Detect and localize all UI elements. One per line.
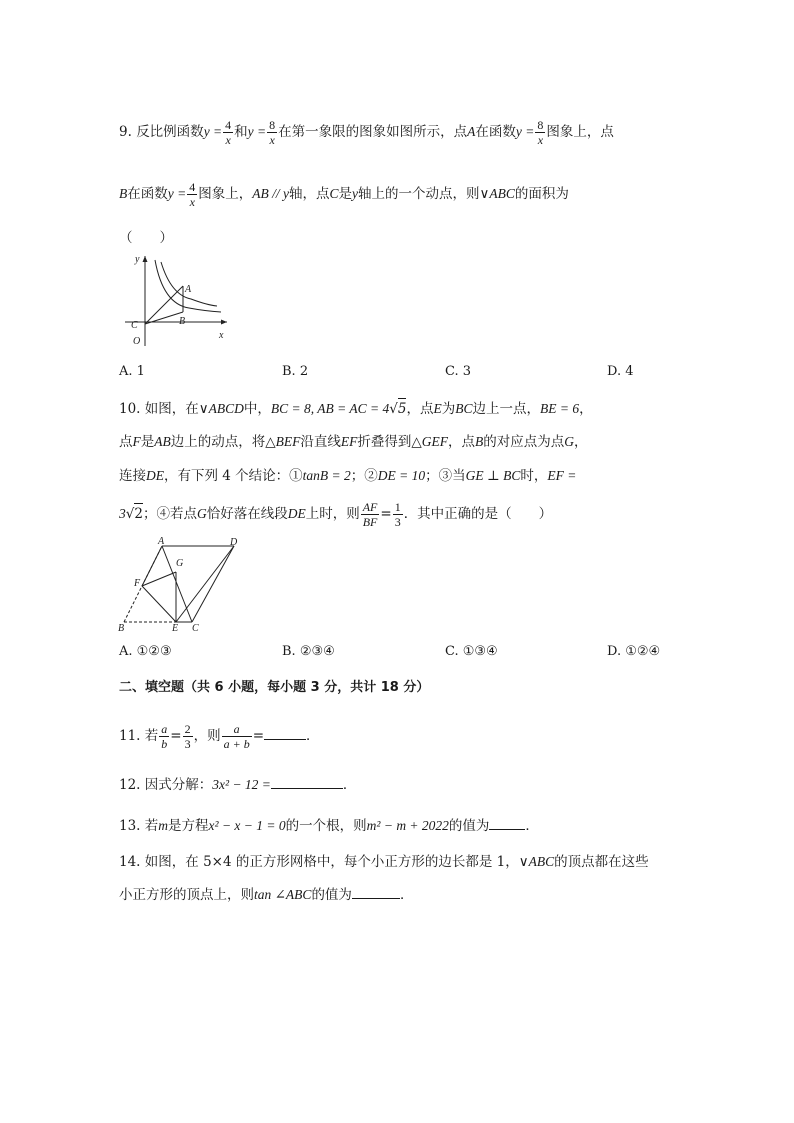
q9-line-2: B在函数y = $\frac{4}{x}$ 图象上，AB // y轴，点C是y轴上的一个动点，则∨ABC的面积为 [119, 180, 569, 209]
fig-label-A: A [158, 536, 165, 547]
fig-label-E: E [172, 623, 179, 634]
fig-label-x: x [219, 330, 224, 341]
sqrt-radicand: 2 [134, 503, 143, 524]
q10-figure [112, 536, 248, 634]
fig-label-D: D [230, 537, 238, 548]
q9-figure [119, 250, 231, 348]
fig-label-A: A [185, 284, 192, 295]
fig-label-F: F [134, 578, 141, 589]
answer-blank[interactable] [352, 884, 400, 899]
q10-line-4: 3√2；④若点G恰好落在线段DE上时，则 $\frac{AF}{BF}$ = $\frac{1}{3}$ ．其中正确的是（ ） [119, 500, 553, 529]
fig-label-B: B [118, 623, 125, 634]
fraction: $\frac{4}{x}$ [225, 118, 232, 147]
fraction: $\frac{AF}{BF}$ [362, 500, 378, 529]
q10-option-a[interactable]: A. ①②③ [119, 644, 172, 659]
q10-line-1: 10. 如图，在∨ABCD中，BC = 8, AB = AC = 4√5，点E为BC边上一点，BE = 6， [119, 398, 593, 419]
q9-option-c[interactable]: C. 3 [445, 364, 472, 379]
fig-label-G: G [176, 558, 184, 569]
q9-option-a[interactable]: A. 1 [119, 364, 145, 379]
q14-line-1: 14. 如图，在 5×4 的正方形网格中，每个小正方形的边长都是 1，∨ABC的顶点都在这些 [119, 854, 649, 870]
sqrt-radicand: 5 [398, 398, 407, 419]
q10-line-3: 连接DE，有下列 4 个结论：①tanB = 2；②DE = 10；③当GE ⊥ BC时，EF = [119, 468, 577, 484]
q10-line-2: 点F是AB边上的动点，将△BEF沿直线EF折叠得到△GEF，点B的对应点为点G， [119, 434, 588, 450]
fraction: $\frac{8}{x}$ [269, 118, 276, 147]
fig-label-y: y [135, 254, 140, 265]
fraction: $\frac{8}{x}$ [537, 118, 544, 147]
q9-line-1: 9. 反比例函数y = $\frac{4}{x}$ 和y = $\frac{8}{x}$ 在第一象限的图象如图所示，点A在函数y = $\frac{8}{x}$ 图象上，点 [119, 118, 614, 147]
fraction: $\frac{a}{b}$ [161, 722, 168, 751]
fig-label-B: B [179, 316, 186, 327]
q10-option-c[interactable]: C. ①③④ [445, 644, 498, 659]
fig-label-O: O [133, 336, 141, 347]
fraction: $\frac{a}{a + b}$ [223, 722, 250, 751]
q13-line: 13. 若m是方程x² − x − 1 = 0的一个根，则m² − m + 2022的值为 ． [119, 815, 539, 836]
fraction: $\frac{1}{3}$ [394, 500, 401, 529]
answer-blank[interactable] [271, 774, 343, 789]
fig-label-C: C [192, 623, 199, 634]
answer-blank[interactable] [264, 725, 306, 740]
q12-line: 12. 因式分解：3x² − 12 = ． [119, 774, 356, 795]
fig-label-C: C [131, 320, 138, 331]
q14-line-2: 小正方形的顶点上，则tan ∠ABC的值为 ． [119, 884, 413, 905]
section-title-fill-in: 二、填空题（共 6 小题，每小题 3 分，共计 18 分） [119, 680, 430, 695]
fraction: $\frac{2}{3}$ [184, 722, 191, 751]
q11-line: 11. 若 $\frac{a}{b}$ = $\frac{2}{3}$ ，则 $\frac{a}{a + b}$ = ． [119, 722, 320, 751]
answer-blank[interactable] [489, 815, 525, 830]
q10-option-b[interactable]: B. ②③④ [282, 644, 335, 659]
q9-option-b[interactable]: B. 2 [282, 364, 309, 379]
q9-answer-paren: （ ） [119, 230, 173, 246]
fraction: $\frac{4}{x}$ [189, 180, 196, 209]
q10-option-d[interactable]: D. ①②④ [607, 644, 661, 659]
q9-option-d[interactable]: D. 4 [607, 364, 634, 379]
